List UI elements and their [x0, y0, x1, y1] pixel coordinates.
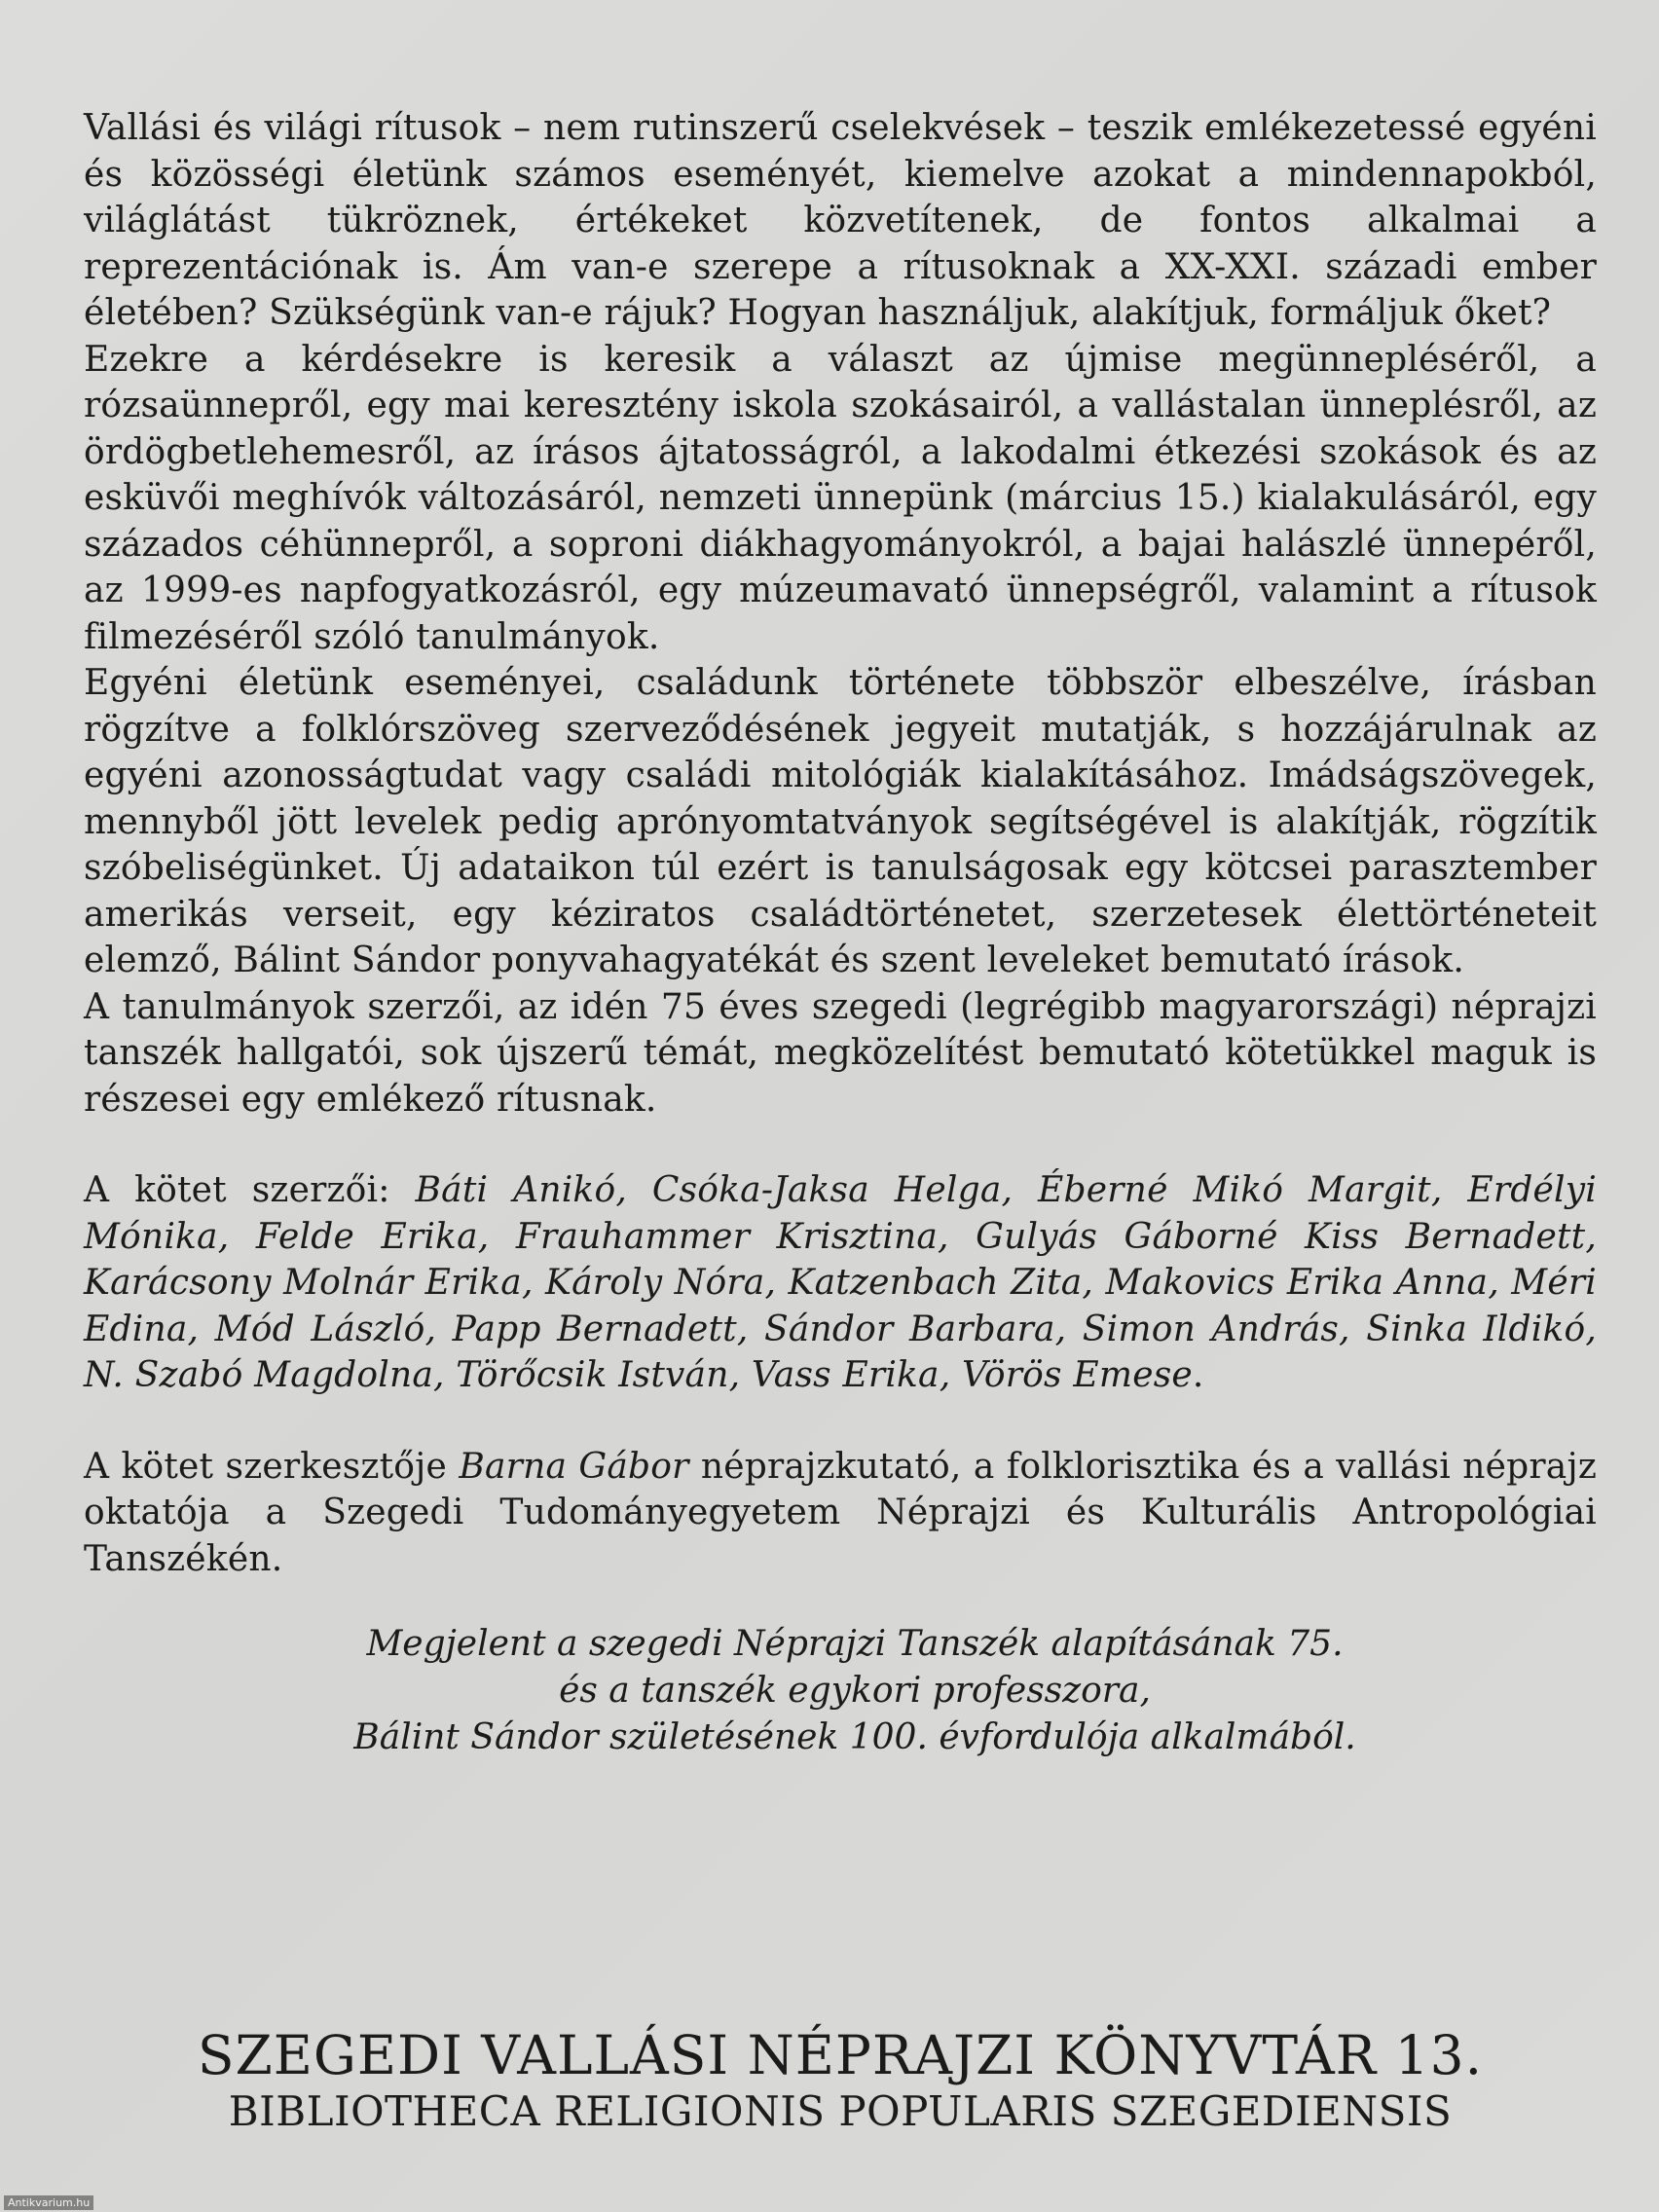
dedication-line-2: és a tanszék egykori professzora,	[559, 1671, 1151, 1711]
editor-paragraph	[84, 1444, 1597, 1583]
blurb-paragraph-4: A tanulmányok szerzői, az idén 75 éves szegedi (legrégibb magyarországi) néprajzi tanszék hallgatói, sok újszerű témát, megközelítést bemutató kötetükkel maguk is részesei egy emlékező rítusnak.	[84, 986, 1597, 1120]
authors-end: .	[1192, 1355, 1204, 1395]
authors-label: A kötet szerzői:	[84, 1170, 390, 1210]
blurb-paragraph-3: Egyéni életünk eseményei, családunk története többször elbeszélve, írásban rögzítve a folklórszöveg szerveződésének jegyeit mutatják, s hozzájárulnak az egyéni azonosságtudat vagy családi mitológiák kialakításához. Imádságszövegek, mennyből jött levelek pedig aprónyomtatványok segítségével is alakítják, rögzítik szóbeliségünket. Új adataikon túl ezért is tanulságosak egy kötcsei parasztember amerikás verseit, egy kéziratos családtörténetet, szerzetesek élettörténeteit elemző, Bálint Sándor ponyvahagyatékát és szent leveleket bemutató írások.	[84, 663, 1597, 980]
spacer	[84, 1123, 1597, 1167]
watermark: Antikvarium.hu	[4, 2195, 93, 2210]
authors-names: Báti Anikó, Csóka-Jaksa Helga, Éberné Mikó Margit, Erdélyi Mónika, Felde Erika, Frauhammer Krisztina, Gulyás Gáborné Kiss Bernadett, Karácsony Molnár Erika, Károly Nóra, Katzenbach Zita, Makovics Erika Anna, Méri Edina, Mód László, Papp Bernadett, Sándor Barbara, Simon András, Sinka Ildikó, N. Szabó Magdolna, Törőcsik István, Vass Erika, Vörös Emese	[84, 1170, 1597, 1395]
series-title: SZEGEDI VALLÁSI NÉPRAJZI KÖNYVTÁR 13.	[197, 2024, 1484, 2086]
series-block	[84, 2025, 1597, 2138]
editor-prefix: A kötet szerkesztője	[84, 1446, 448, 1487]
back-cover-text	[84, 105, 1597, 1761]
spacer	[84, 1582, 1597, 1621]
spacer	[84, 1399, 1597, 1444]
dedication-line-3: Bálint Sándor születésének 100. évfordulója alkalmából.	[353, 1717, 1356, 1757]
blurb-paragraph-2: Ezekre a kérdésekre is keresik a választ az újmise megünnepléséről, a rózsaünnepről, egy mai keresztény iskola szokásairól, a vallástalan ünneplésről, az ördögbetlehemesről, az írásos ájtatosságról, a lakodalmi étkezési szokások és az esküvői meghívók változásáról, nemzeti ünnepünk (március 15.) kialakulásáról, egy százados céhünnepről, a soproni diákhagyományokról, a bajai halászlé ünnepéről, az 1999-es napfogyatkozásról, egy múzeumavató ünnepségről, valamint a rítusok filmezéséről szóló tanulmányok.	[84, 339, 1597, 657]
editor-name: Barna Gábor	[459, 1446, 689, 1487]
dedication-line-1: Megjelent a szegedi Néprajzi Tanszék alapításának 75.	[366, 1624, 1344, 1664]
series-subtitle: BIBLIOTHECA RELIGIONIS POPULARIS SZEGEDIENSIS	[228, 2087, 1453, 2135]
editor-suffix: néprajzkutató, a folklorisztika és a vallási néprajz oktatója a Szegedi Tudományegyetem Néprajzi és Kulturális Antropológiai Tanszékén.	[84, 1446, 1598, 1579]
dedication	[84, 1621, 1597, 1761]
blurb-paragraph-1: Vallási és világi rítusok – nem rutinszerű cselekvések – teszik emlékezetessé egyéni és közösségi életünk számos eseményét, kiemelve azokat a mindennapokból, világlátást tükröznek, értékeket közvetítenek, de fontos alkalmai a reprezentációnak is. Ám van-e szerepe a rítusoknak a XX-XXI. századi ember életében? Szükségünk van-e rájuk? Hogyan használjuk, alakítjuk, formáljuk őket?	[84, 108, 1597, 333]
authors-paragraph	[84, 1167, 1597, 1399]
